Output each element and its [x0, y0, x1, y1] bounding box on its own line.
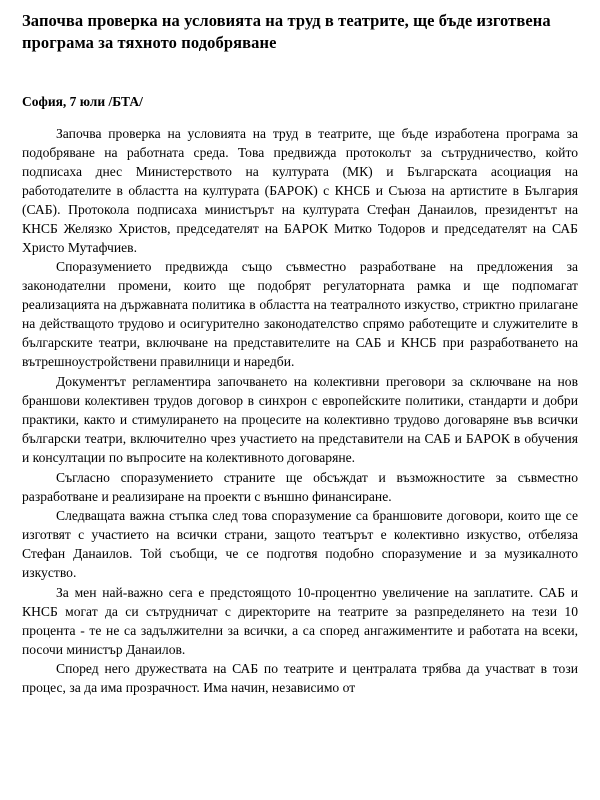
article-body	[22, 124, 578, 698]
paragraph: Според него дружествата на САБ по театрите и централата трябва да участват в този процес, за да има прозрачност. Има начин, независимо от	[22, 661, 578, 696]
paragraph: Започва проверка на условията на труд в театрите, ще бъде изработена програма за подобряване на работната среда. Това предвижда протоколът за сътрудничество, който подписаха днес Министерството на културата (МК) и Българската асоциация на работодателите в областта на културата (БАРОК) с КНСБ и Съюза на артистите в България (САБ). Протокола подписаха министърът на културата Стефан Данаилов, президентът на КНСБ Желязко Христов, председателят на БАРОК Митко Тодоров и председателят на САБ Христо Мутафчиев.	[22, 125, 578, 255]
page-title: Започва проверка на условията на труд в театрите, ще бъде изготвена програма за тяхното подобряване	[22, 11, 551, 52]
paragraph: Съгласно споразумението страните ще обсъждат и възможностите за съвместно разработване и реализиране на проекти с външно финансиране.	[22, 469, 578, 504]
paragraph: За мен най-важно сега е предстоящото 10-процентно увеличение на заплатите. САБ и КНСБ могат да си сътрудничат с директорите на театрите за разпределянето на тези 10 процента - те не са задължителни за всички, а са според ангажиментите и работата на всеки, посочи министър Данаилов.	[22, 584, 578, 657]
paragraph: Документът регламентира започването на колективни преговори за сключване на нов браншови колективен трудов договор в синхрон с европейските политики, стандарти и добри практики, както и стимулирането на процесите на колективно трудово договаряне във всички български театри, включително чрез участието на представители на САБ и БАРОК в обучения и консултации по въпросите на колективното договаряне.	[22, 373, 578, 466]
paragraph: Следващата важна стъпка след това споразумение са браншовите договори, които ще се изготвят с участието на всички страни, защото театърът е колективно изкуство, отбеляза Стефан Данаилов. Той съобщи, че се подготвя подобно споразумение и за музикалното изкуство.	[22, 508, 578, 581]
paragraph: Споразумението предвижда също съвместно разработване на предложения за законодателни промени, които ще подобрят регулаторната рамка и ще подпомагат реализацията на държавната политика в областта на театралното изкуство, стриктно прилагане на действащото трудово и осигурително законодателство спрямо работещите и служителите в българските театри, включване на представителите на САБ и КНСБ при разработването на вътрешноустройствени правилници и наредби.	[22, 259, 578, 370]
dateline: София, 7 юли /БТА/	[22, 93, 143, 109]
